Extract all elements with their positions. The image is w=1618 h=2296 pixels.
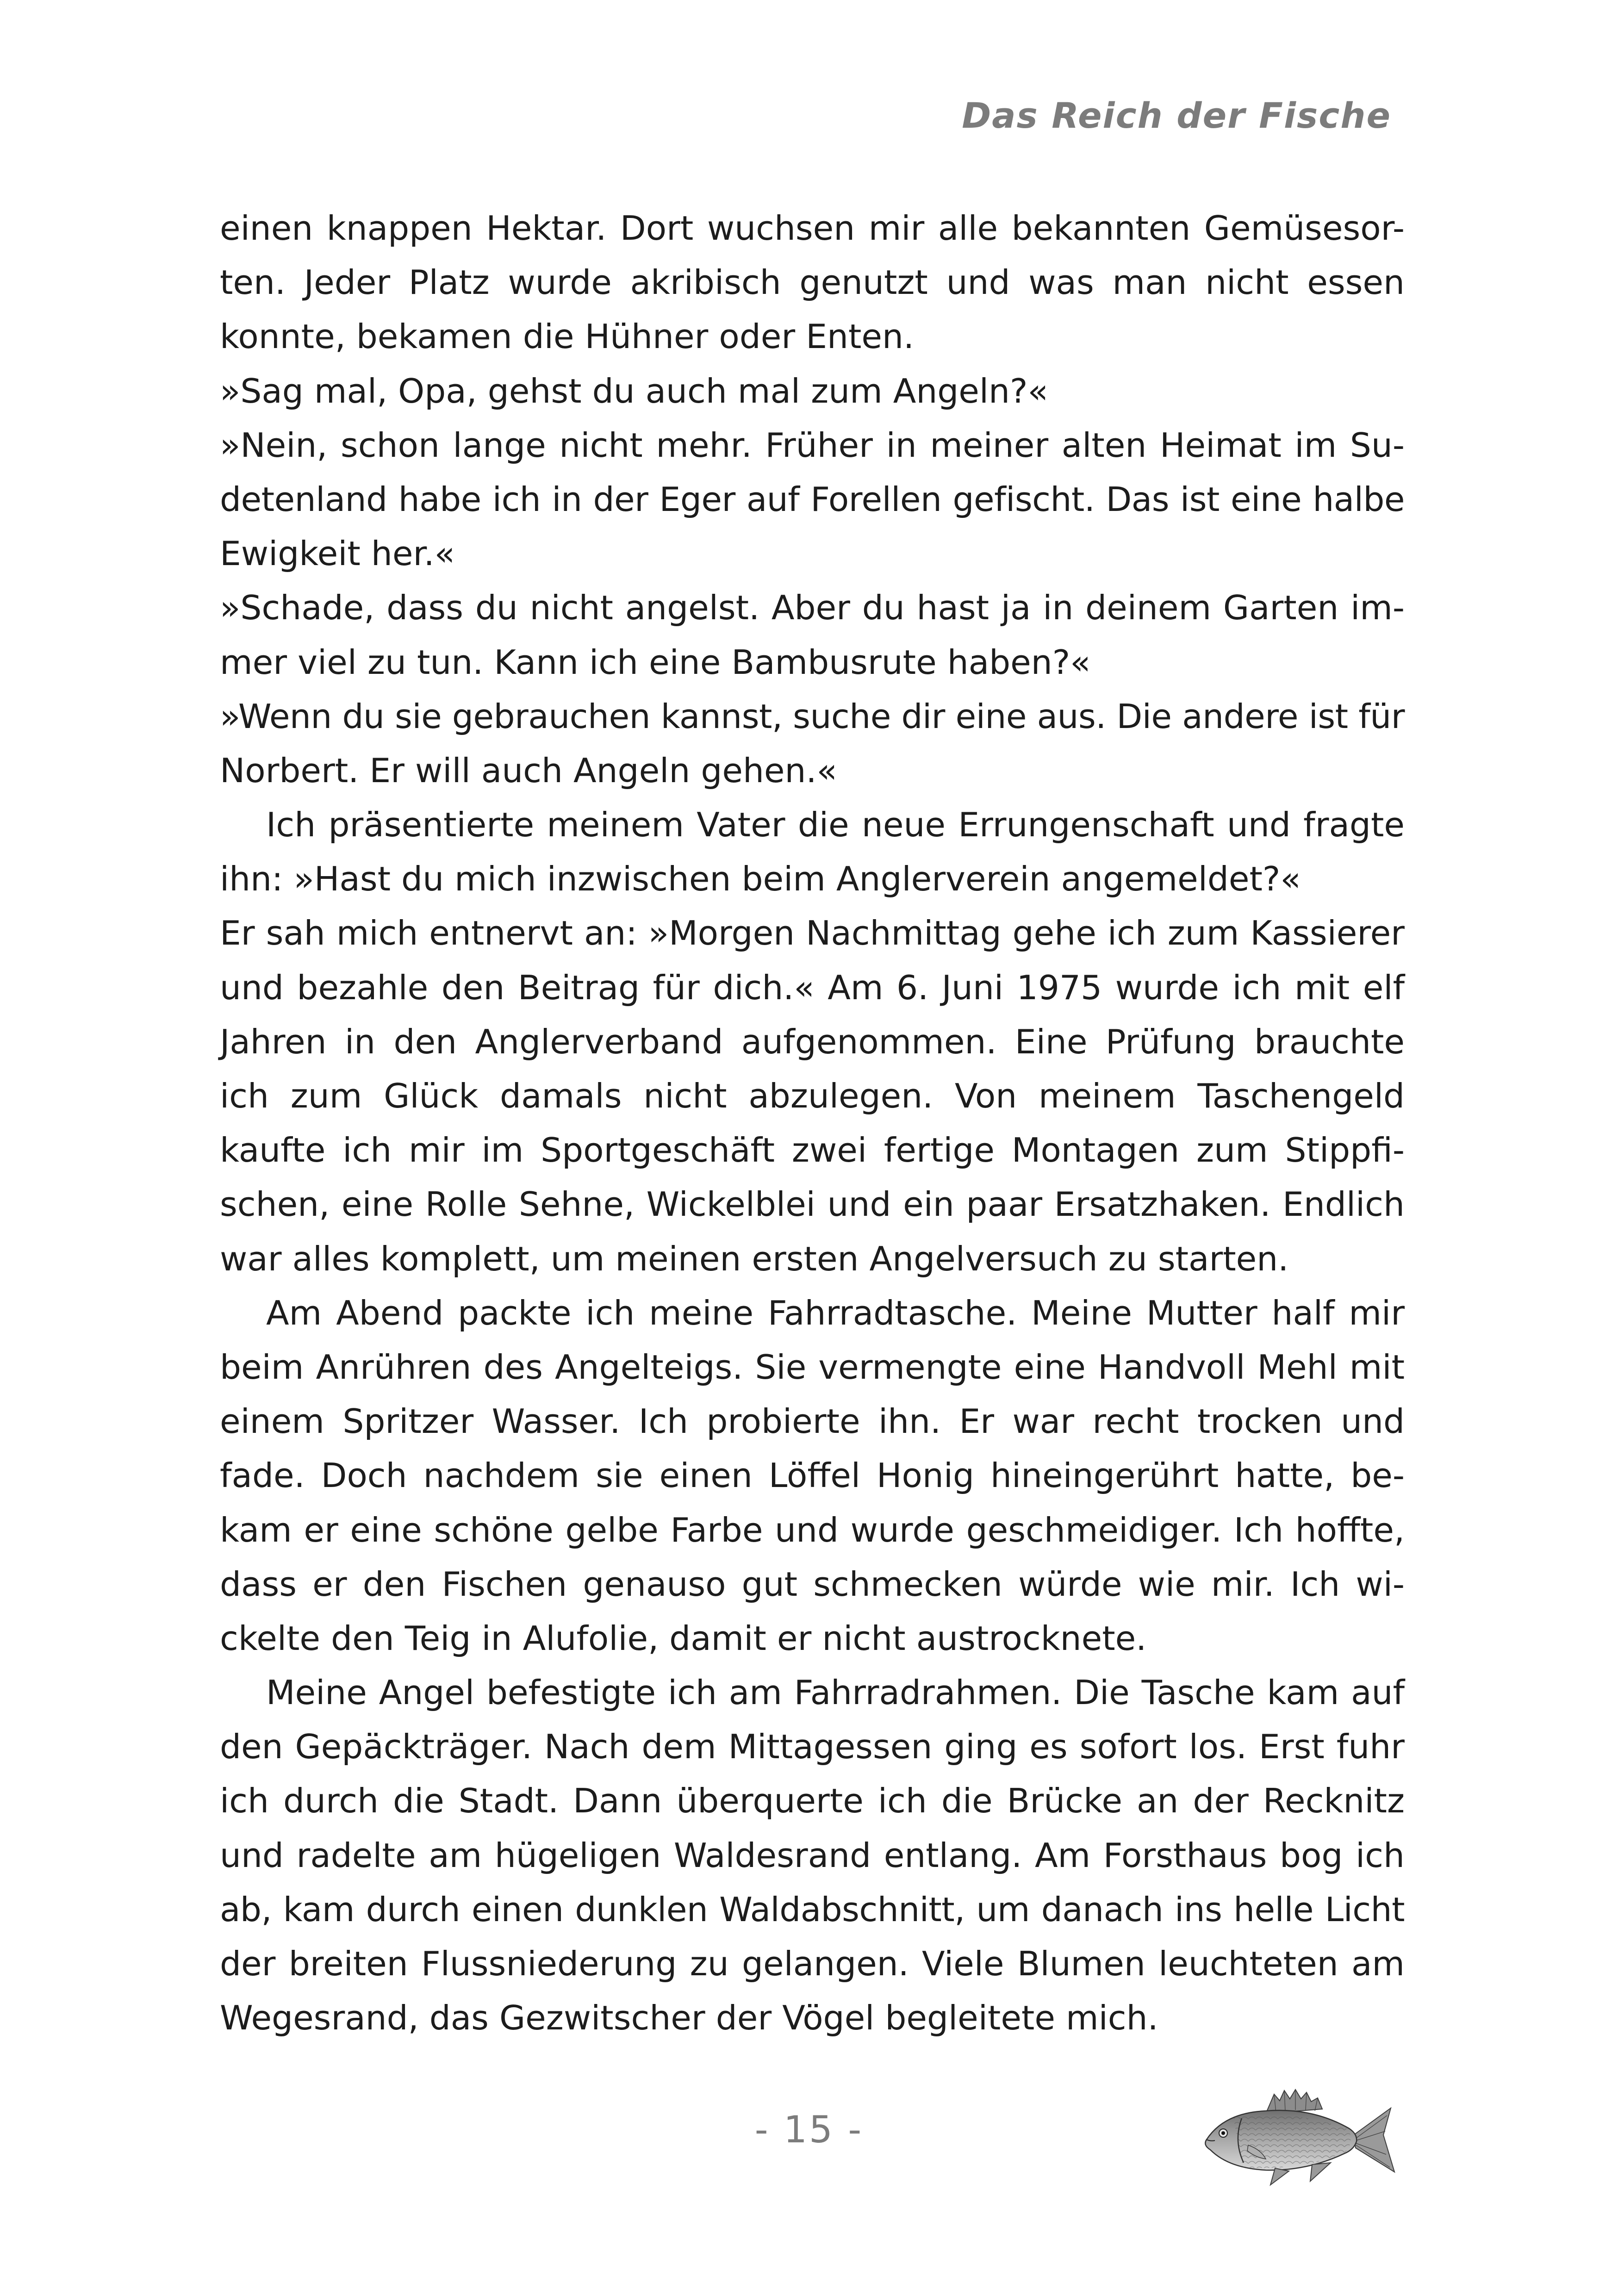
page-number: - 15 -: [754, 2108, 864, 2151]
text-line: der breiten Flussniederung zu gelangen. Viele Blumen leuchteten am: [220, 1945, 1405, 1984]
text-line: »Sag mal, Opa, gehst du auch mal zum Angeln?«: [220, 372, 1048, 411]
text-line: ich zum Glück damals nicht abzulegen. Von meinem Taschengeld: [220, 1077, 1405, 1116]
text-line: Er sah mich entnervt an: »Morgen Nachmittag gehe ich zum Kassierer: [220, 914, 1405, 953]
text-line: und bezahle den Beitrag für dich.« Am 6. Juni 1975 wurde ich mit elf: [220, 968, 1405, 1008]
text-line: Wegesrand, das Gezwitscher der Vögel begleitete mich.: [220, 1999, 1158, 2038]
text-line: mer viel zu tun. Kann ich eine Bambusrute haben?«: [220, 643, 1091, 682]
text-line: Meine Angel befestigte ich am Fahrradrahmen. Die Tasche kam auf: [266, 1674, 1405, 1713]
text-line: »Nein, schon lange nicht mehr. Früher in meiner alten Heimat im Su-: [220, 426, 1405, 465]
text-line: fade. Doch nachdem sie einen Löffel Honig hineingerührt hatte, be-: [220, 1456, 1405, 1496]
text-line: ten. Jeder Platz wurde akribisch genutzt und was man nicht essen: [220, 263, 1405, 303]
text-line: ab, kam durch einen dunklen Waldabschnitt, um danach ins helle Licht: [220, 1890, 1405, 1929]
text-line: konnte, bekamen die Hühner oder Enten.: [220, 317, 915, 357]
text-line: ihn: »Hast du mich inzwischen beim Anglerverein angemeldet?«: [220, 860, 1301, 899]
text-line: ckelte den Teig in Alufolie, damit er nicht austrocknete.: [220, 1619, 1147, 1658]
text-line: Ewigkeit her.«: [220, 535, 455, 574]
running-header-title: Das Reich der Fische: [962, 95, 1391, 136]
text-line: schen, eine Rolle Sehne, Wickelblei und ein paar Ersatzhaken. Endlich: [220, 1185, 1405, 1225]
text-line: »Wenn du sie gebrauchen kannst, suche dir eine aus. Die andere ist für: [220, 697, 1405, 736]
text-line: beim Anrühren des Angelteigs. Sie vermengte eine Handvoll Mehl mit: [220, 1348, 1405, 1387]
text-line: Jahren in den Anglerverband aufgenommen. Eine Prüfung brauchte: [220, 1022, 1405, 1062]
text-line: detenland habe ich in der Eger auf Forellen gefischt. Das ist eine halbe: [220, 480, 1405, 519]
text-line: einem Spritzer Wasser. Ich probierte ihn. Er war recht trocken und: [220, 1402, 1405, 1442]
body-text: [220, 202, 1405, 2046]
text-line: den Gepäckträger. Nach dem Mittagessen ging es sofort los. Erst fuhr: [220, 1728, 1405, 1767]
text-line: Norbert. Er will auch Angeln gehen.«: [220, 751, 837, 790]
fish-icon: [1196, 2080, 1400, 2196]
text-line: kam er eine schöne gelbe Farbe und wurde geschmeidiger. Ich hoffte,: [220, 1511, 1405, 1550]
text-line: Ich präsentierte meinem Vater die neue Errungenschaft und fragte: [266, 806, 1405, 845]
text-line: kaufte ich mir im Sportgeschäft zwei fertige Montagen zum Stippfi-: [220, 1131, 1405, 1170]
text-line: einen knappen Hektar. Dort wuchsen mir alle bekannten Gemüsesor-: [220, 209, 1405, 248]
text-line: ich durch die Stadt. Dann überquerte ich die Brücke an der Recknitz: [220, 1782, 1405, 1821]
text-line: dass er den Fischen genauso gut schmecken würde wie mir. Ich wi-: [220, 1565, 1405, 1604]
text-line: Am Abend packte ich meine Fahrradtasche. Meine Mutter half mir: [266, 1294, 1405, 1333]
text-line: war alles komplett, um meinen ersten Angelversuch zu starten.: [220, 1239, 1289, 1279]
text-line: und radelte am hügeligen Waldesrand entlang. Am Forsthaus bog ich: [220, 1836, 1405, 1875]
text-line: »Schade, dass du nicht angelst. Aber du hast ja in deinem Garten im-: [220, 589, 1405, 628]
